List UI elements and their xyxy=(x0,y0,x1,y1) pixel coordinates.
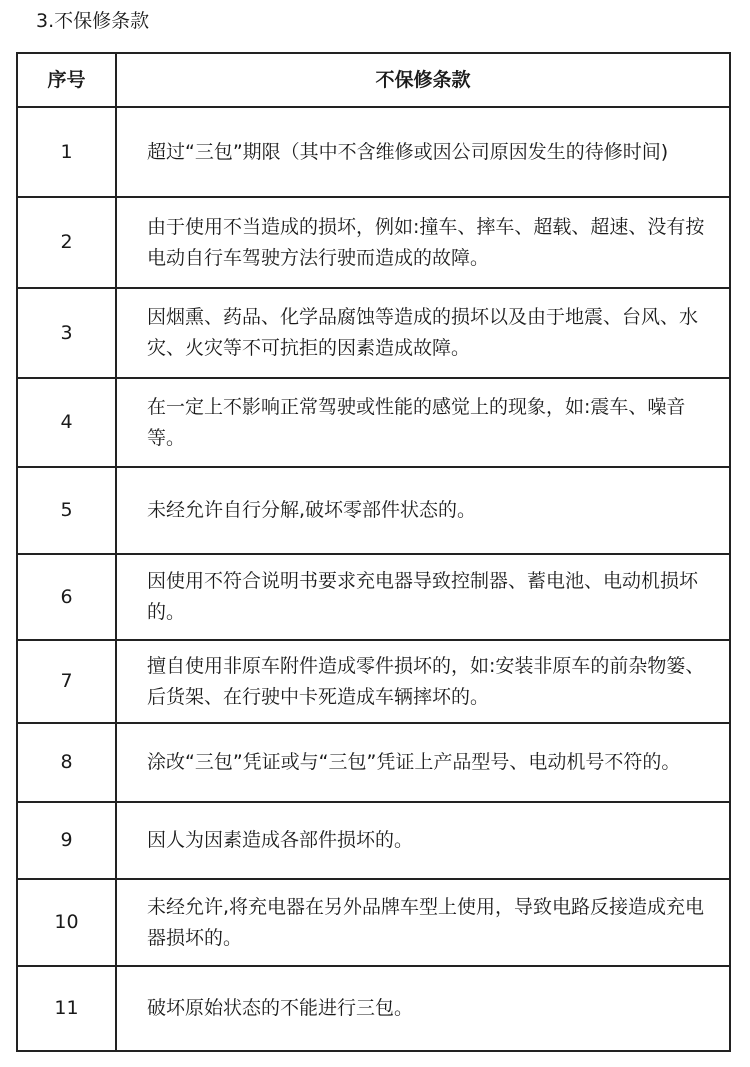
table-row xyxy=(17,966,730,1051)
row-number: 1 xyxy=(17,107,116,197)
row-number: 9 xyxy=(17,802,116,879)
table-row xyxy=(17,802,730,879)
row-number: 6 xyxy=(17,554,116,640)
table-row xyxy=(17,640,730,723)
row-text: 由于使用不当造成的损坏，例如:撞车、摔车、超载、超速、没有按电动自行车驾驶方法行驶而造成的故障。 xyxy=(116,197,730,288)
section-title: 3.不保修条款 xyxy=(36,10,150,32)
row-text: 在一定上不影响正常驾驶或性能的感觉上的现象，如:震车、噪音等。 xyxy=(116,378,730,467)
row-number: 11 xyxy=(17,966,116,1051)
table-row xyxy=(17,197,730,288)
table-row xyxy=(17,467,730,554)
table-row xyxy=(17,723,730,802)
row-text: 破坏原始状态的不能进行三包。 xyxy=(116,966,730,1051)
row-text: 未经允许,将充电器在另外品牌车型上使用，导致电路反接造成充电器损坏的。 xyxy=(116,879,730,966)
row-number: 4 xyxy=(17,378,116,467)
table-row xyxy=(17,554,730,640)
header-number: 序号 xyxy=(17,53,116,107)
row-number: 8 xyxy=(17,723,116,802)
row-text: 超过“三包”期限（其中不含维修或因公司原因发生的待修时间) xyxy=(116,107,730,197)
row-number: 7 xyxy=(17,640,116,723)
table-row xyxy=(17,288,730,378)
row-number: 5 xyxy=(17,467,116,554)
header-clause: 不保修条款 xyxy=(116,53,730,107)
table-header-row xyxy=(17,53,730,107)
row-text: 未经允许自行分解,破坏零部件状态的。 xyxy=(116,467,730,554)
warranty-exclusion-table xyxy=(16,52,731,1052)
row-number: 10 xyxy=(17,879,116,966)
table-row xyxy=(17,879,730,966)
row-text: 因使用不符合说明书要求充电器导致控制器、蓄电池、电动机损坏的。 xyxy=(116,554,730,640)
row-text: 涂改“三包”凭证或与“三包”凭证上产品型号、电动机号不符的。 xyxy=(116,723,730,802)
table-row xyxy=(17,107,730,197)
row-text: 因烟熏、药品、化学品腐蚀等造成的损坏以及由于地震、台风、水灾、火灾等不可抗拒的因素造成故障。 xyxy=(116,288,730,378)
row-number: 3 xyxy=(17,288,116,378)
row-text: 擅自使用非原车附件造成零件损坏的，如:安装非原车的前杂物篓、后货架、在行驶中卡死造成车辆摔坏的。 xyxy=(116,640,730,723)
table-row xyxy=(17,378,730,467)
row-text: 因人为因素造成各部件损坏的。 xyxy=(116,802,730,879)
row-number: 2 xyxy=(17,197,116,288)
